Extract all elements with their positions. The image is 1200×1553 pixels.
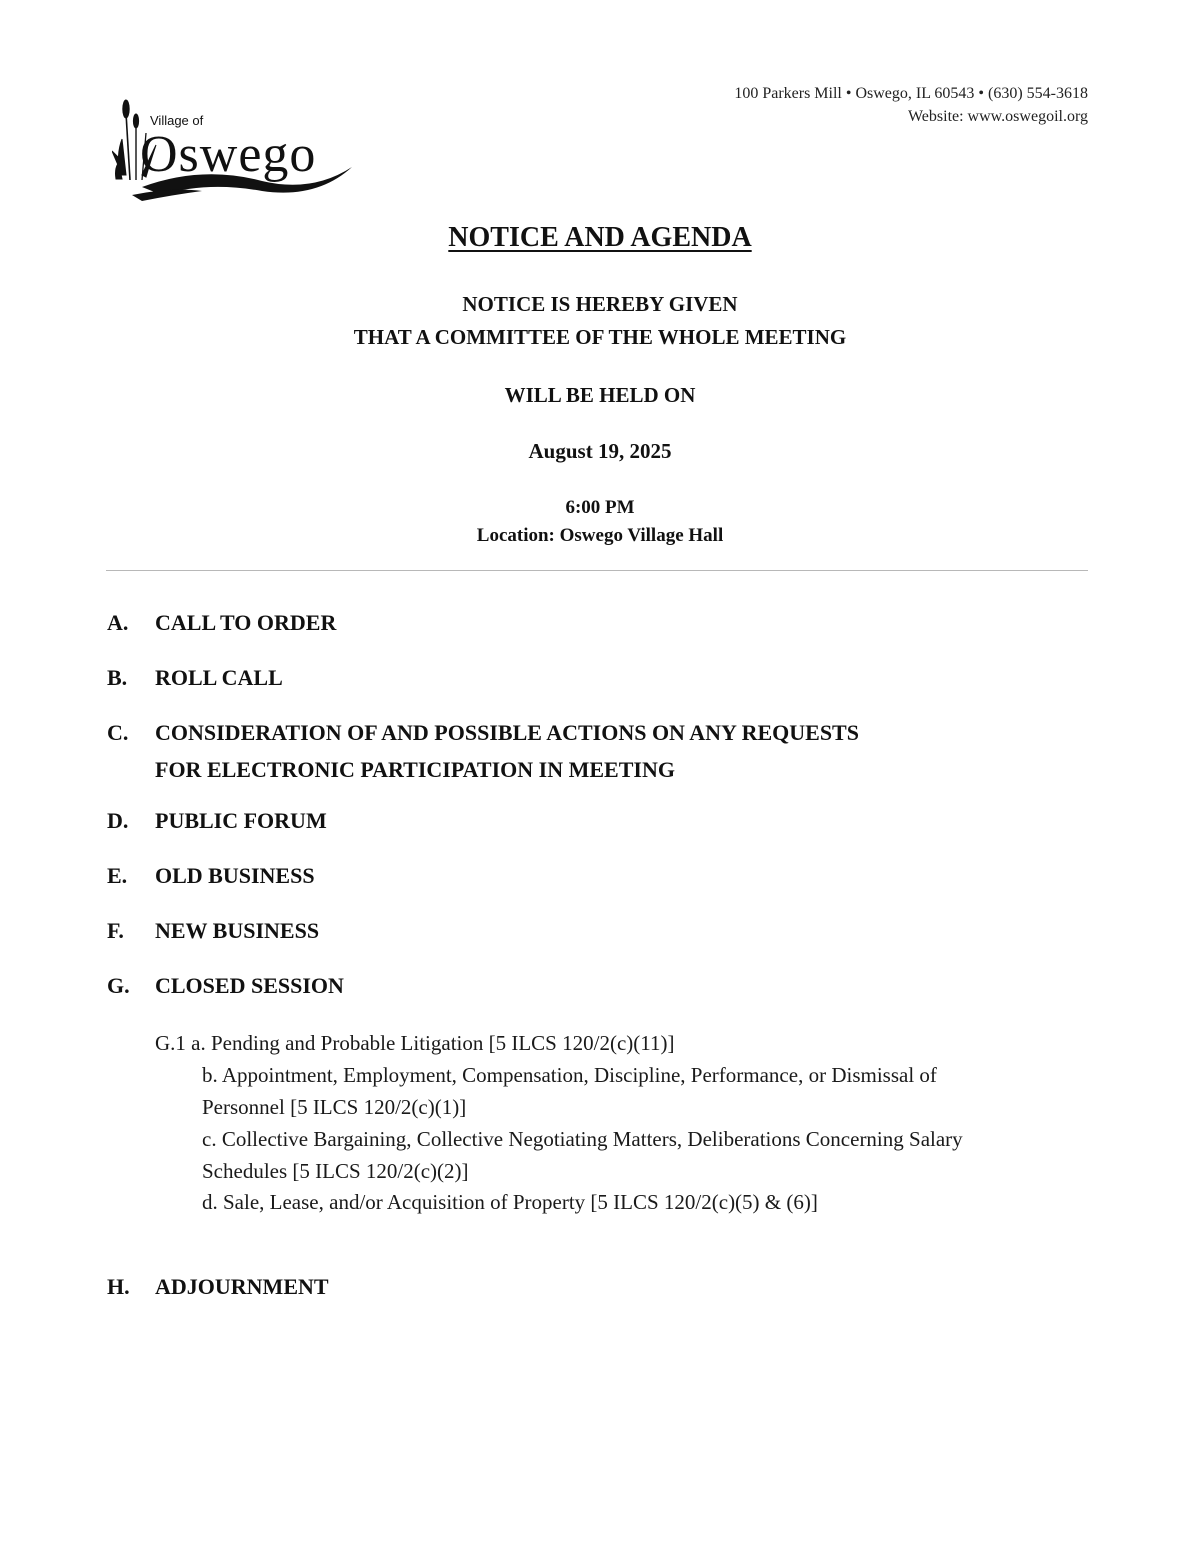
closed-session-g1a: G.1 a. Pending and Probable Litigation [5 ILCS 120/2(c)(11)] (155, 1031, 675, 1055)
header-address (734, 82, 1088, 128)
website-line: Website: www.oswegoil.org (907, 108, 1088, 125)
agenda-text: NEW BUSINESS (155, 918, 320, 943)
agenda-item-h (107, 1268, 329, 1305)
meeting-location: Location: Oswego Village Hall (476, 525, 724, 546)
time-location-block (0, 494, 1200, 550)
closed-session-c-line1: c. Collective Bargaining, Collective Negotiating Matters, Deliberations Concerning Salary (202, 1127, 963, 1151)
held-on: WILL BE HELD ON (504, 383, 696, 407)
agenda-item-b (107, 659, 283, 696)
notice-block (0, 288, 1200, 354)
agenda-item-a (107, 604, 336, 641)
meeting-date: August 19, 2025 (528, 439, 672, 463)
closed-session-c-line2: Schedules [5 ILCS 120/2(c)(2)] (202, 1159, 469, 1183)
logo-main-text: Oswego (140, 126, 317, 183)
divider (106, 570, 1088, 571)
agenda-text: CONSIDERATION OF AND POSSIBLE ACTIONS ON ANY REQUESTS FOR ELECTRONIC PARTICIPATION IN MEETING (155, 720, 859, 782)
address-line: 100 Parkers Mill • Oswego, IL 60543 • (630) 554-3618 (734, 85, 1088, 102)
agenda-item-c (107, 714, 859, 788)
agenda-text: CALL TO ORDER (155, 610, 337, 635)
agenda-item-e (107, 857, 315, 894)
notice-line-1: NOTICE IS HEREBY GIVEN (462, 292, 738, 316)
agenda-text: ADJOURNMENT (155, 1274, 329, 1299)
agenda-text: OLD BUSINESS (155, 863, 315, 888)
agenda-text: ROLL CALL (155, 665, 283, 690)
closed-session-b-line1: b. Appointment, Employment, Compensation, Discipline, Performance, or Dismissal of (202, 1063, 937, 1087)
logo-small-text: Village of (150, 113, 204, 128)
agenda-text: CLOSED SESSION (155, 973, 344, 998)
closed-session-d: d. Sale, Lease, and/or Acquisition of Property [5 ILCS 120/2(c)(5) & (6)] (202, 1190, 818, 1214)
agenda-item-g (107, 967, 344, 1004)
agenda-letter: A. (107, 610, 129, 635)
agenda-letter: C. (107, 720, 129, 745)
notice-line-2: THAT A COMMITTEE OF THE WHOLE MEETING (353, 325, 847, 349)
agenda-letter: F. (107, 918, 124, 943)
agenda-letter: E. (107, 863, 128, 888)
agenda-letter: G. (107, 973, 130, 998)
agenda-letter: B. (107, 665, 128, 690)
agenda-item-d (107, 802, 327, 839)
agenda-letter: H. (107, 1274, 130, 1299)
agenda-text: PUBLIC FORUM (155, 808, 327, 833)
agenda-letter: D. (107, 808, 129, 833)
page-title: NOTICE AND AGENDA (448, 222, 752, 253)
village-logo (112, 95, 362, 205)
meeting-time: 6:00 PM (565, 497, 635, 518)
closed-session-b-line2: Personnel [5 ILCS 120/2(c)(1)] (202, 1095, 467, 1119)
agenda-item-f (107, 912, 319, 949)
